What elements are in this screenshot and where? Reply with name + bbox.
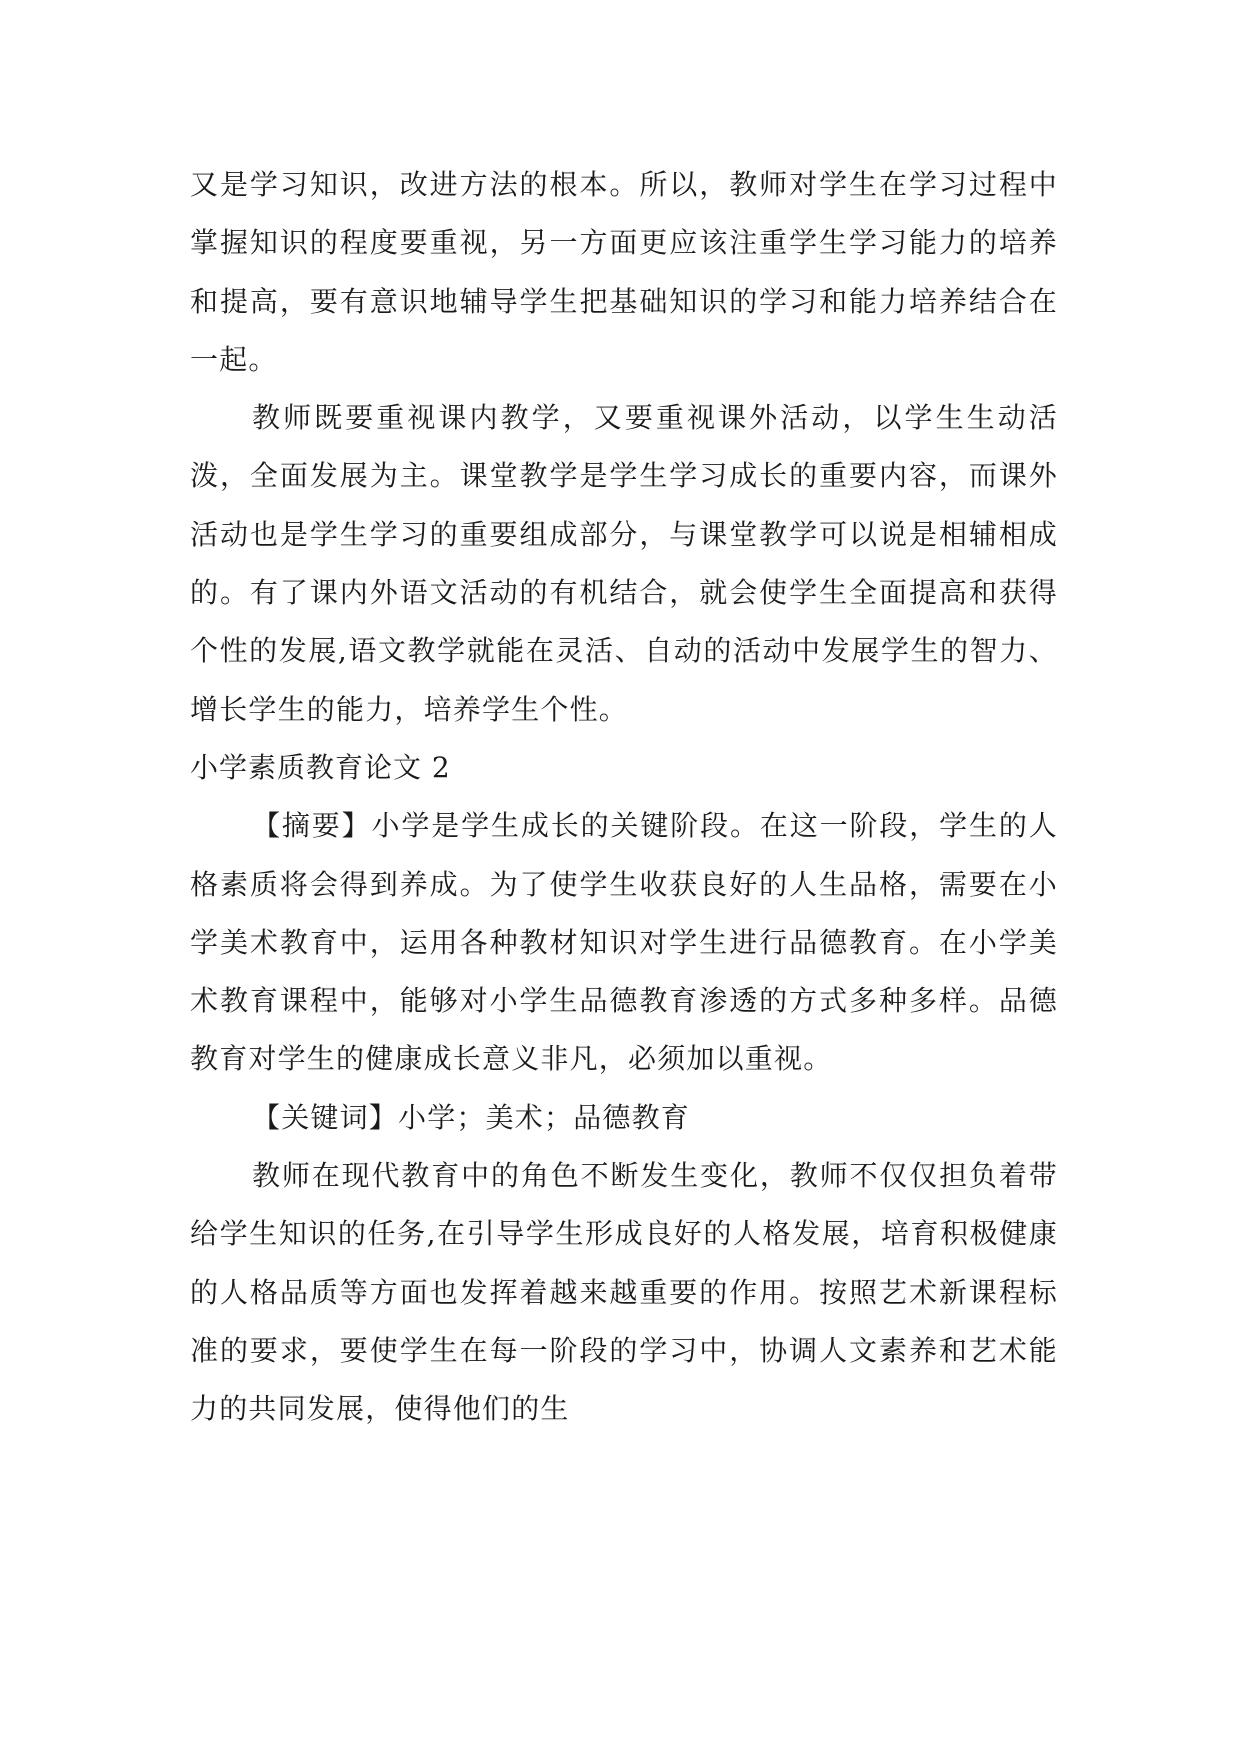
document-page	[190, 156, 1058, 1439]
paragraph-body: 教师在现代教育中的角色不断发生变化，教师不仅仅担负着带给学生知识的任务,在引导学生形成良好的人格发展，培育积极健康的人格品质等方面也发挥着越来越重要的作用。按照艺术新课程标准的要求，要使学生在每一阶段的学习中，协调人文素养和艺术能力的共同发展，使得他们的生	[190, 1159, 1058, 1426]
paragraph-continuation: 又是学习知识，改进方法的根本。所以，教师对学生在学习过程中掌握知识的程度要重视，另一方面更应该注重学生学习能力的培养和提高，要有意识地辅导学生把基础知识的学习和能力培养结合在一起。	[190, 168, 1058, 376]
paragraph-extracurricular: 教师既要重视课内教学，又要重视课外活动，以学生生动活泼，全面发展为主。课堂教学是学生学习成长的重要内容，而课外活动也是学生学习的重要组成部分，与课堂教学可以说是相辅相成的。有了课内外语文活动的有机结合，就会使学生全面提高和获得个性的发展,语文教学就能在灵活、自动的活动中发展学生的智力、增长学生的能力，培养学生个性。	[190, 401, 1058, 726]
paragraph-abstract: 【摘要】小学是学生成长的关键阶段。在这一阶段，学生的人格素质将会得到养成。为了使学生收获良好的人生品格，需要在小学美术教育中，运用各种教材知识对学生进行品德教育。在小学美术教育课程中，能够对小学生品德教育渗透的方式多种多样。品德教育对学生的健康成长意义非凡，必须加以重视。	[190, 809, 1058, 1076]
section-heading: 小学素质教育论文 2	[190, 750, 451, 784]
paragraph-keywords: 【关键词】小学；美术；品德教育	[252, 1100, 691, 1134]
